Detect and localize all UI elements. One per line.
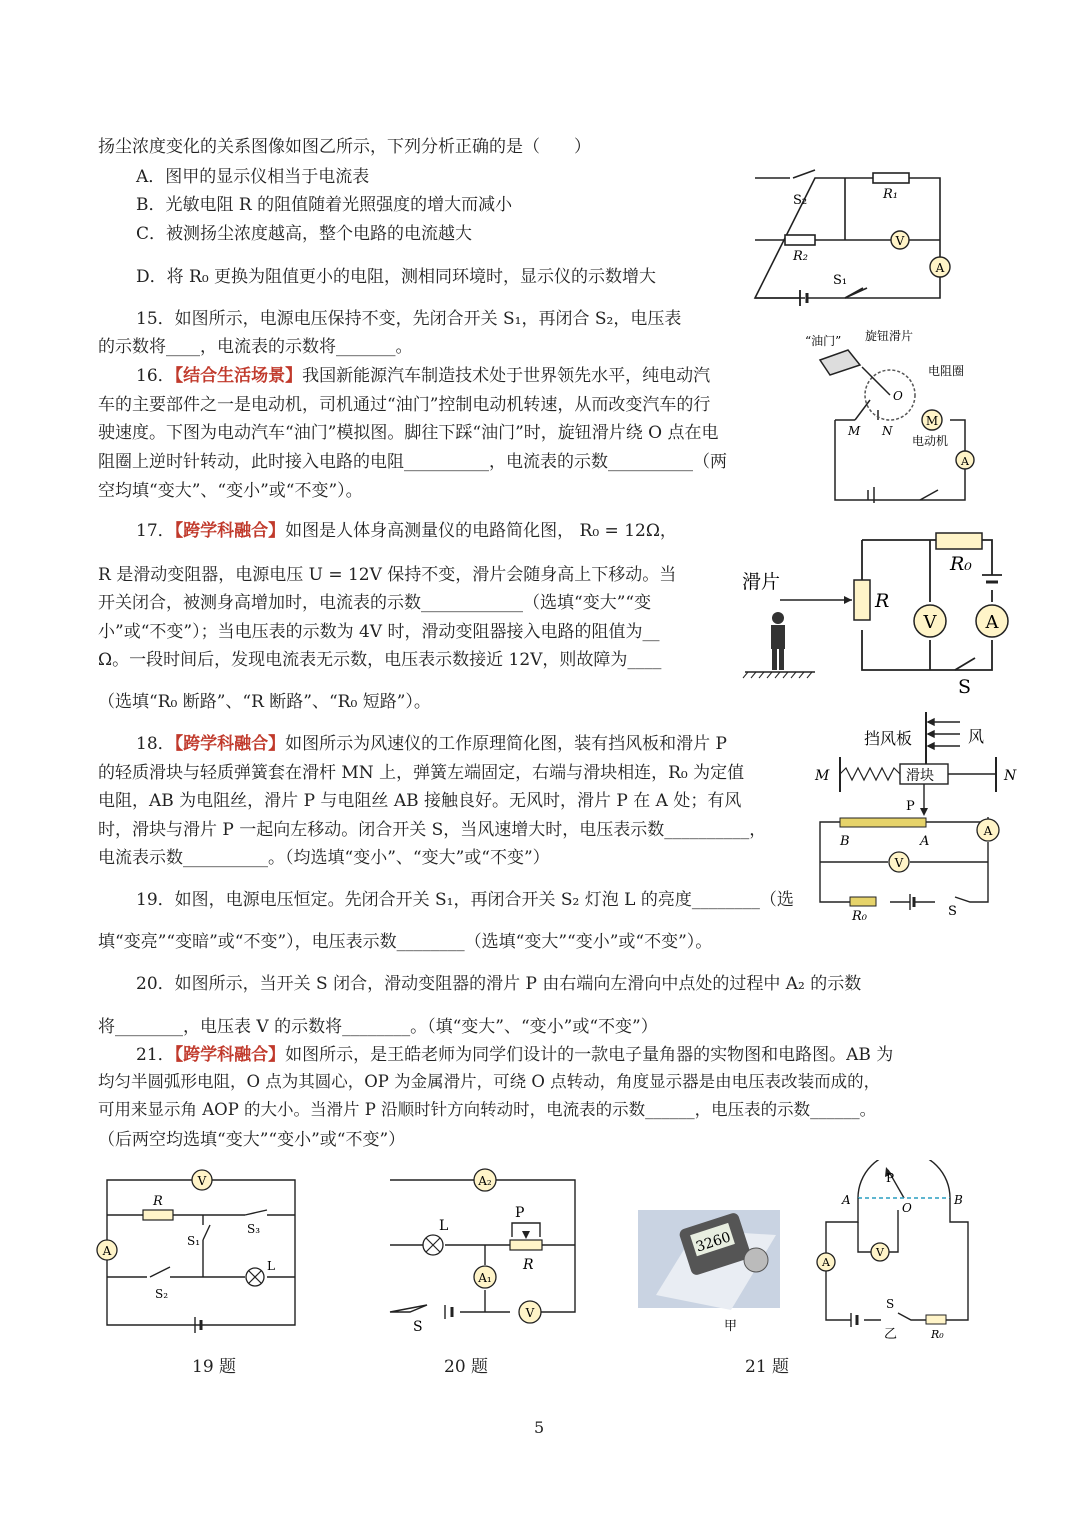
fig21-v-label: V bbox=[876, 1246, 884, 1259]
figure-q18-wind-meter bbox=[810, 712, 1030, 927]
figure-q20-circuit bbox=[385, 1165, 585, 1335]
fig17-person-icon bbox=[771, 612, 785, 670]
figure-q21-protractor bbox=[636, 1160, 976, 1345]
q16-line3: 驶速度。下图为电动汽车“油门”模拟图。脚往下踩“油门”时，旋钮滑片绕 O 点在电 bbox=[98, 423, 719, 443]
q14-option-d: D．将 R₀ 更换为阻值更小的电阻，测相同环境时，显示仪的示数增大 bbox=[136, 267, 657, 287]
fig17-r-label: R bbox=[875, 590, 890, 612]
q21-line3: 可用来显示角 AOP 的大小。当滑片 P 沿顺时针方向转动时，电流表的示数______，电压表的示数______。 bbox=[98, 1100, 877, 1119]
fig16-youmen-label: “油门” bbox=[805, 334, 842, 348]
fig19-s3-label: S₃ bbox=[247, 1222, 261, 1236]
q17-text: 如图是人体身高测量仪的电路简化图， R₀ = 12Ω， bbox=[285, 521, 677, 541]
q15-line1: 15．如图所示，电源电压保持不变，先闭合开关 S₁，再闭合 S₂，电压表 bbox=[136, 309, 682, 329]
q18-text: 如图所示为风速仪的工作原理简化图，装有挡风板和滑片 P bbox=[285, 734, 727, 754]
fig18-s-label: S bbox=[948, 904, 957, 919]
fig18-n-label: N bbox=[1004, 768, 1017, 784]
q17-line3: 开关闭合，被测身高增加时，电流表的示数____________（选填“变大”“变 bbox=[98, 593, 652, 613]
figure-q16-throttle bbox=[800, 325, 980, 505]
fig21-a-label: A bbox=[822, 1256, 830, 1269]
q18-line5: 电流表示数__________。（均选填“变小”、“变大”或“不变”） bbox=[98, 848, 550, 868]
q21-text: 如图所示，是王皓老师为同学们设计的一款电子量角器的实物图和电路图。AB 为 bbox=[285, 1045, 894, 1065]
q18-line2: 的轻质滑块与轻质弹簧套在滑杆 MN 上，弹簧左端固定，右端与滑块相连，R₀ 为定值 bbox=[98, 763, 745, 783]
q18-tag: 【跨学科融合】 bbox=[174, 734, 286, 754]
q16-text: 我国新能源汽车制造技术处于世界领先水平，纯电动汽 bbox=[302, 366, 711, 386]
fig20-l-label: L bbox=[439, 1218, 449, 1234]
q17-line1 bbox=[136, 516, 677, 541]
fig16-m-label: M bbox=[848, 424, 861, 438]
q14-option-a: A．图甲的显示仪相当于电流表 bbox=[136, 167, 370, 187]
fig16-coil-label: 电阻圈 bbox=[928, 364, 965, 378]
fig18-a-label: A bbox=[983, 824, 993, 838]
fig21-s-label: S bbox=[886, 1297, 895, 1311]
fig19-caption: 19 题 bbox=[192, 1357, 237, 1377]
q21-line4: （后两空均选填“变大”“变小”或“不变”） bbox=[98, 1130, 406, 1150]
fig17-r-rheostat bbox=[854, 580, 870, 620]
fig19-r-label: R bbox=[153, 1194, 163, 1209]
fig18-board-label: 挡风板 bbox=[864, 729, 913, 748]
q19-line1: 19．如图，电源电压恒定。先闭合开关 S₁，再闭合开关 S₂ 灯泡 L 的亮度________（选 bbox=[136, 890, 794, 910]
fig18-r0-label: R₀ bbox=[852, 909, 867, 924]
fig20-p-label: P bbox=[515, 1205, 525, 1221]
fig20-caption: 20 题 bbox=[444, 1357, 489, 1377]
fig16-o-label: O bbox=[893, 389, 903, 403]
fig19-s2-label: S₂ bbox=[155, 1287, 169, 1301]
fig16-motor-letter: M bbox=[925, 414, 939, 428]
fig21-b-label: B bbox=[954, 1193, 963, 1207]
q15-line2: 的示数将____，电流表的示数将_______。 bbox=[98, 337, 413, 357]
fig16-motor-text: 电动机 bbox=[912, 434, 949, 448]
q14-intro: 扬尘浓度变化的关系图像如图乙所示，下列分析正确的是（ ） bbox=[98, 137, 591, 157]
fig18-spring bbox=[840, 768, 900, 780]
fig18-wind-label: 风 bbox=[968, 727, 985, 746]
fig15-a-label: A bbox=[935, 261, 945, 275]
fig20-v-label: V bbox=[525, 1306, 535, 1320]
fig15-s2-label: S₂ bbox=[793, 193, 808, 208]
q21-line1 bbox=[136, 1040, 893, 1065]
q17-number: 17． bbox=[136, 521, 175, 541]
q21-number: 21． bbox=[136, 1045, 175, 1065]
q21-line2: 均匀半圆弧形电阻，O 点为其圆心，OP 为金属滑片，可绕 O 点转动，角度显示器是由电压表改装而成的， bbox=[98, 1072, 881, 1091]
fig15-r1-label: R₁ bbox=[883, 187, 898, 202]
fig21-jia-label: 甲 bbox=[724, 1319, 738, 1334]
q14-option-c: C．被测扬尘浓度越高，整个电路的电流越大 bbox=[136, 224, 473, 244]
fig18-m-label: M bbox=[815, 768, 830, 784]
fig21-display-value: 3260 bbox=[694, 1229, 733, 1256]
fig21-o-label: O bbox=[902, 1201, 912, 1215]
fig17-s-label: S bbox=[958, 676, 972, 695]
page-number: 5 bbox=[534, 1418, 545, 1437]
q17-line5: Ω。一段时间后，发现电流表无示数，电压表示数接近 12V，则故障为____ bbox=[98, 650, 662, 670]
q18-line1 bbox=[136, 729, 727, 754]
fig19-l-label: L bbox=[267, 1259, 275, 1273]
q21-tag: 【跨学科融合】 bbox=[174, 1045, 286, 1065]
fig16-a-label: A bbox=[961, 455, 969, 468]
fig18-v-label: V bbox=[894, 856, 904, 870]
fig16-knob-label: 旋钮滑片 bbox=[865, 329, 914, 343]
fig17-r0-resistor bbox=[936, 533, 982, 549]
fig17-r0-label: R₀ bbox=[950, 553, 972, 575]
fig15-s1-label: S₁ bbox=[833, 273, 848, 288]
fig15-v-label: V bbox=[895, 234, 905, 248]
fig21-p-label: P bbox=[886, 1171, 895, 1185]
fig15-wires bbox=[755, 170, 940, 298]
fig16-n-label: N bbox=[882, 424, 893, 438]
q20-line1: 20．如图所示，当开关 S 闭合，滑动变阻器的滑片 P 由右端向左滑向中点处的过程中 A₂ 的示数 bbox=[136, 974, 862, 994]
q20-line2: 将________，电压表 V 的示数将________。（填“变大”、“变小”或“不变”） bbox=[98, 1017, 658, 1037]
fig18-block-label: 滑块 bbox=[906, 768, 934, 784]
fig19-s1-label: S₁ bbox=[187, 1234, 201, 1248]
fig21-a-point-label: A bbox=[842, 1193, 851, 1207]
q16-line1 bbox=[136, 361, 710, 386]
q16-line2: 车的主要部件之一是电动机，司机通过“油门”控制电动机转速，从而改变汽车的行 bbox=[98, 395, 711, 415]
q16-number: 16． bbox=[136, 366, 175, 386]
fig18-r0-resistor bbox=[850, 897, 876, 906]
fig20-a2-label: A₂ bbox=[478, 1174, 492, 1188]
fig18-aend-label: A bbox=[920, 834, 930, 849]
fig21-yi-label: 乙 bbox=[884, 1327, 898, 1342]
fig21-r0-label: R₀ bbox=[931, 1328, 944, 1341]
figure-q17-height-meter bbox=[740, 530, 1030, 695]
fig17-v-label: V bbox=[923, 612, 937, 633]
q17-tag: 【跨学科融合】 bbox=[174, 521, 286, 541]
fig19-a-label: A bbox=[102, 1244, 112, 1258]
q18-line4: 时，滑块与滑片 P 一起向左移动。闭合开关 S，当风速增大时，电压表示数__________， bbox=[98, 820, 767, 840]
q17-line4: 小”或“不变”）；当电压表的示数为 4V 时，滑动变阻器接入电路的阻值为__ bbox=[98, 622, 660, 642]
q17-line6: （选填“R₀ 断路”、“R 断路”、“R₀ 短路”）。 bbox=[98, 692, 431, 712]
fig17-a-label: A bbox=[985, 612, 999, 633]
fig20-a1-label: A₁ bbox=[478, 1271, 492, 1285]
q18-line3: 电阻，AB 为电阻丝，滑片 P 与电阻丝 AB 接触良好。无风时，滑片 P 在 A 处；有风 bbox=[98, 791, 742, 811]
fig18-resistance-wire bbox=[840, 818, 926, 827]
fig17-slider-label: 滑片 bbox=[742, 571, 781, 593]
fig15-r2-label: R₂ bbox=[793, 249, 808, 264]
q16-line4: 阻圈上逆时针转动，此时接入电路的电阻__________，电流表的示数__________（两 bbox=[98, 452, 727, 472]
q18-number: 18． bbox=[136, 734, 175, 754]
q16-tag: 【结合生活场景】 bbox=[174, 366, 303, 386]
q16-line5: 空均填“变大”、“变小”或“不变”）。 bbox=[98, 481, 363, 501]
figure-q19-circuit bbox=[95, 1165, 310, 1335]
q19-line2: 填“变亮”“变暗”或“不变”），电压表示数________（选填“变大”“变小”或“不变”）。 bbox=[98, 932, 713, 952]
fig20-s-label: S bbox=[413, 1319, 423, 1335]
fig19-v-label: V bbox=[197, 1174, 207, 1188]
fig20-r-label: R bbox=[523, 1257, 534, 1273]
fig18-p-label: P bbox=[906, 799, 915, 814]
fig18-b-label: B bbox=[840, 834, 850, 849]
q17-line2: R 是滑动变阻器，电源电压 U = 12V 保持不变，滑片会随身高上下移动。当 bbox=[98, 565, 677, 585]
figure-q15-circuit bbox=[745, 160, 975, 310]
q14-option-b: B．光敏电阻 R 的阻值随着光照强度的增大而减小 bbox=[136, 195, 513, 215]
fig21-caption: 21 题 bbox=[745, 1357, 790, 1377]
